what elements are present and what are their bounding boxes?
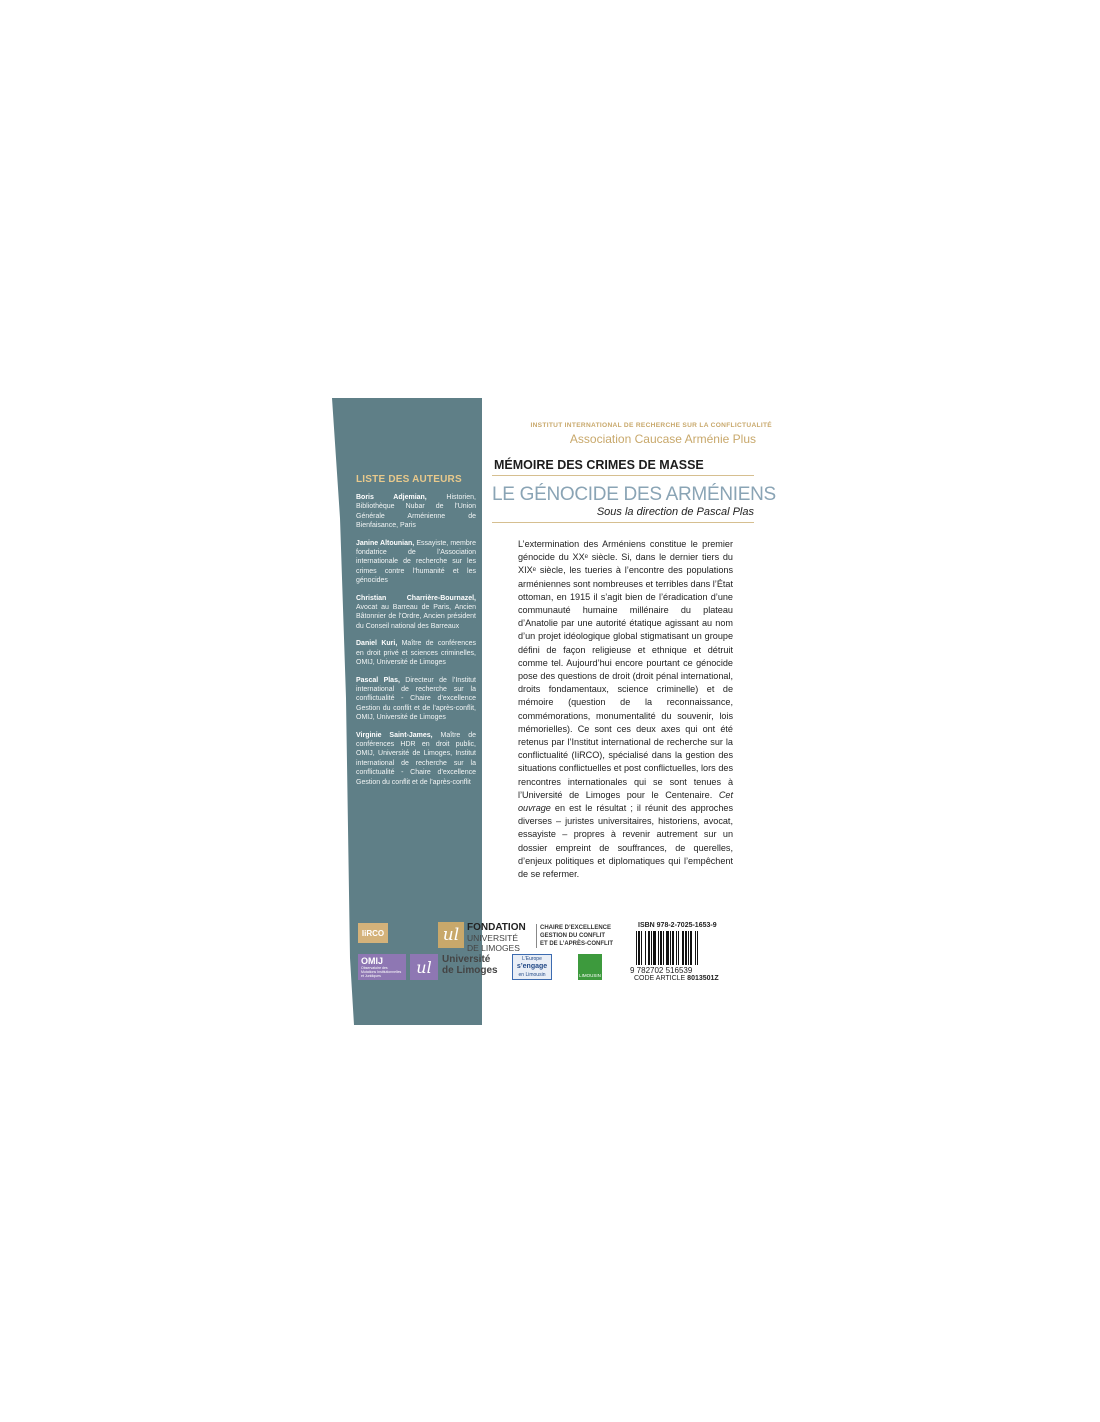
summary-part-2: en est le résultat ; il réunit des approches diverses – juristes universitaires, historiens, avocat, essayiste – propres à revenir autrement sur un dossier empreint de souffrances, de querelles, d’enjeux politiques et diplomatiques qui l’empêchent de se refermer.: [518, 803, 733, 880]
fondation-limoges: DE LIMOGES: [467, 943, 520, 953]
barcode-bar: [658, 931, 659, 965]
barcode-bar: [672, 931, 674, 965]
author-desc: Historien, Bibliothèque Nubar de l’Union Générale Arménienne de Bienfaisance, Paris: [356, 494, 477, 530]
barcode-bar: [645, 931, 646, 965]
omij-label: OMIJ: [361, 956, 384, 966]
barcode-bar: [666, 931, 669, 965]
author-item: [356, 493, 476, 531]
barcode-bar: [682, 931, 684, 965]
chaire-line-1: CHAIRE D’EXCELLENCE: [540, 925, 612, 931]
irco-logo: IiRCO: [358, 923, 388, 943]
summary-italic: Cet ouvrage: [518, 789, 733, 814]
author-item: [356, 539, 476, 586]
europe-line-2: s’engage: [516, 963, 548, 970]
barcode-bar: [641, 931, 642, 965]
association-name: Association Caucase Arménie Plus: [569, 432, 756, 446]
code-article-value: 8013501Z: [687, 975, 719, 982]
barcode-bar: [636, 931, 637, 965]
fondation-univ: UNIVERSITÉ: [467, 933, 519, 943]
barcode-bar: [688, 931, 689, 965]
author-name: Janine Altounian,: [356, 539, 415, 547]
barcode-digits: 9 782702 516539: [630, 966, 693, 975]
divider: [492, 522, 754, 523]
author-name: Boris Adjemian,: [356, 494, 427, 501]
author-name: Pascal Plas,: [356, 676, 400, 684]
author-name: Christian Charrière-Bournazel,: [356, 594, 476, 602]
barcode-bar: [685, 931, 687, 965]
fondation-label: FONDATION: [467, 922, 526, 933]
book-title: LE GÉNOCIDE DES ARMÉNIENS: [492, 484, 776, 505]
omij-sub: Observatoire des Mutations Institutionnelles et Juridiques: [361, 966, 402, 978]
barcode-bar: [690, 931, 692, 965]
barcode-graphic: [628, 931, 732, 975]
institut-name: INSTITUT INTERNATIONAL DE RECHERCHE SUR LA CONFLICTUALITÉ: [530, 422, 772, 429]
de-limoges-label: de Limoges: [442, 965, 498, 976]
barcode-bar: [670, 931, 671, 965]
book-direction: Sous la direction de Pascal Plas: [596, 506, 754, 518]
chaire-line-2: GESTION DU CONFLIT: [540, 933, 605, 939]
barcode-bar: [638, 931, 640, 965]
author-item: [356, 639, 476, 667]
barcode-bar: [653, 931, 656, 965]
ul-mark: ul: [410, 954, 438, 980]
barcode-bar: [676, 931, 677, 965]
authors-list: [356, 493, 476, 795]
barcode-bar: [648, 931, 650, 965]
isbn-text: ISBN 978-2-7025-1653-9: [638, 922, 717, 929]
europe-logo: [512, 954, 552, 980]
code-article-label: CODE ARTICLE: [634, 975, 688, 982]
summary-text: [518, 538, 733, 881]
limousin-logo: LIMOUSIN: [578, 954, 602, 980]
author-desc: Essayiste, membre fondatrice de l’Association internationale de recherche sur les crimes contre l’humanité et les génocides: [356, 539, 476, 585]
barcode-bar: [697, 931, 698, 965]
fondation-mark: ul: [438, 922, 464, 948]
author-desc: Maître de conférences en droit privé et sciences criminelles, OMIJ, Université de Limoges: [356, 640, 476, 667]
barcode-bar: [695, 931, 696, 965]
barcode-bar: [660, 931, 662, 965]
author-desc: Maître de conférences HDR en droit public, OMIJ, Université de Limoges, Institut international de recherche sur la conflictualité - Chaire d’excellence Gestion du conflit et de l’après-conflit: [356, 731, 476, 786]
barcode-bars: [636, 931, 698, 965]
author-name: Virginie Saint-James,: [356, 731, 433, 739]
summary-part-1: L’extermination des Arméniens constitue le premier génocide du XXᵉ siècle. Si, dans le dernier tiers du XIXᵉ siècle, les tueries à l’encontre des populations arméniennes sont nombreuses et terribles dans l’État ottoman, en 1915 il s’agit bien de l’éradication d’une communauté humaine millénaire du plateau d’Anatolie par une autorité étatique agissant au nom d’un projet idéologique global stigmatisant un groupe défini de façon religieuse et ethnique et détruit comme tel. Aujourd’hui encore pourtant ce génocide pose des questions de droit (droit pénal international, droits fondamentaux, science criminelle) et de mémoire (question de la reconnaissance, commémorations, monumentalité du souvenir, lois mémorielles). Ce sont ces deux axes qui ont été retenus par l’Institut international de recherche sur la conflictualité (IiRCO), spécialisé dans la gestion des situations conflictuelles et post conflictuelles, lors des rencontres internationales qui se sont tenues à l’Université de Limoges pour le Centenaire.: [518, 539, 733, 800]
omij-logo: [358, 954, 406, 980]
back-cover: [332, 398, 776, 1025]
barcode-bar: [678, 931, 679, 965]
author-item: [356, 731, 476, 787]
authors-heading: LISTE DES AUTEURS: [356, 474, 462, 485]
divider: [492, 475, 754, 476]
author-desc: Directeur de l’Institut international de recherche sur la conflictualité - Chaire d’excellence Gestion du conflit et de l’après-conflit, OMIJ, Université de Limoges: [356, 676, 476, 722]
europe-line-3: en Limousin: [518, 972, 546, 978]
chaire-logo-text: [536, 924, 613, 948]
barcode-bar: [663, 931, 664, 965]
author-name: Daniel Kuri,: [356, 640, 398, 648]
barcode-bar: [651, 931, 652, 965]
code-article: [634, 975, 719, 982]
fondation-logo-text: [467, 922, 526, 953]
chaire-line-3: ET DE L’APRÈS-CONFLIT: [540, 941, 614, 947]
series-title: MÉMOIRE DES CRIMES DE MASSE: [494, 458, 704, 472]
universite-limoges-text: [442, 954, 498, 976]
author-item: [356, 676, 476, 723]
europe-line-1: L’Europe: [522, 956, 542, 962]
universite-label: Université: [442, 954, 491, 965]
author-desc: Avocat au Barreau de Paris, Ancien Bâtonnier de l’Ordre, Ancien président du Conseil national des Barreaux: [356, 604, 476, 630]
author-item: [356, 594, 476, 632]
